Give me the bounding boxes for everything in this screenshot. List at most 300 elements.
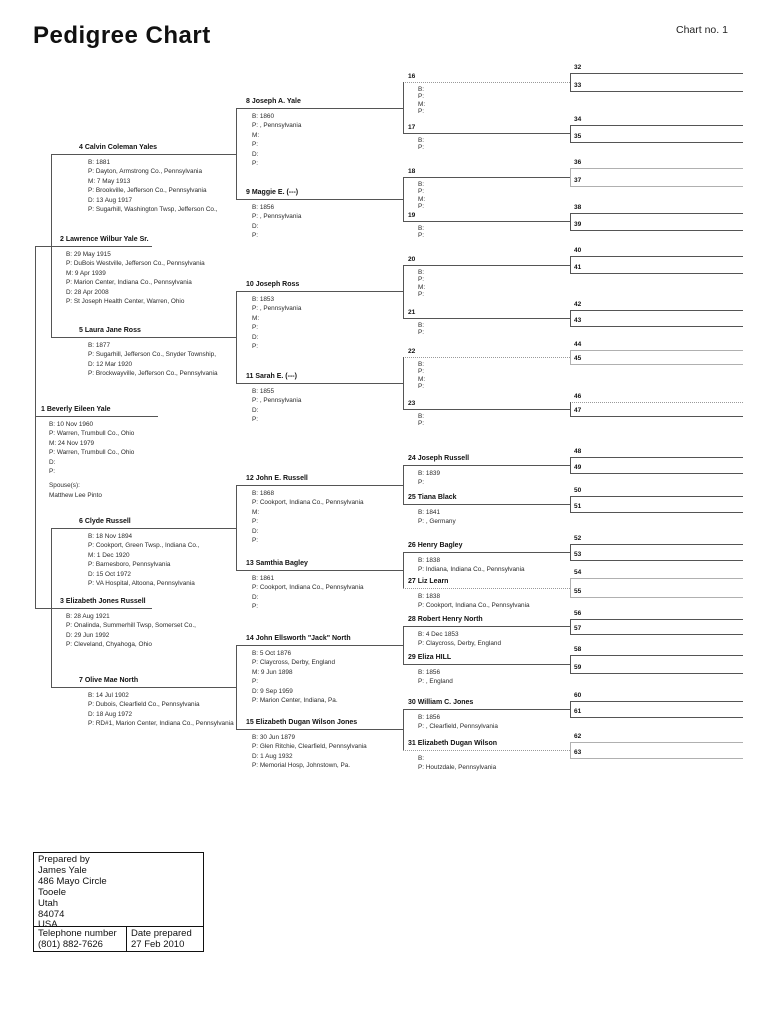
person-detail-line: P: Cookport, Indiana Co., Pennsylvania bbox=[252, 499, 364, 507]
prepared-by-country: USA bbox=[38, 919, 58, 931]
prepared-by-box bbox=[33, 852, 204, 952]
prepared-by-zip: 84074 bbox=[38, 908, 65, 920]
bracket-24-25 bbox=[403, 465, 404, 504]
person-details-25 bbox=[418, 508, 456, 527]
person-name-26: 26 Henry Bagley bbox=[408, 542, 463, 549]
person-line-5 bbox=[51, 337, 236, 338]
person-line-15 bbox=[236, 729, 403, 730]
person-detail-line: D: bbox=[252, 406, 259, 414]
person-detail-line: P: bbox=[252, 603, 259, 611]
person-detail-line: P: bbox=[418, 108, 425, 116]
person-name-4: 4 Calvin Coleman Yales bbox=[79, 144, 158, 151]
person-detail-line: M: 9 Apr 1939 bbox=[66, 269, 106, 277]
ancestor-slot-line-41 bbox=[570, 273, 743, 274]
person-number-22: 22 bbox=[408, 348, 416, 355]
person-line-14 bbox=[236, 645, 403, 646]
ancestor-slot-number-61: 61 bbox=[574, 708, 582, 715]
person-detail-line: D: 12 Mar 1920 bbox=[88, 360, 133, 368]
ancestor-slot-line-53 bbox=[570, 560, 743, 561]
person-detail-line: B: bbox=[418, 412, 425, 420]
person-line-10 bbox=[236, 291, 403, 292]
ancestor-slot-number-41: 41 bbox=[574, 264, 582, 271]
ancestor-slot-line-45 bbox=[570, 364, 743, 365]
person-line-12 bbox=[236, 485, 403, 486]
ancestor-slot-number-44: 44 bbox=[574, 341, 582, 348]
person-detail-line: P: , Clearfield, Pennsylvania bbox=[418, 723, 498, 731]
person-details-3 bbox=[66, 612, 196, 650]
person-details-31 bbox=[418, 754, 496, 773]
person-details-10 bbox=[252, 295, 301, 353]
person-number-21: 21 bbox=[408, 309, 416, 316]
ancestor-slot-number-50: 50 bbox=[574, 487, 582, 494]
person-name-2: 2 Lawrence Wilbur Yale Sr. bbox=[60, 236, 149, 243]
person-name-30: 30 William C. Jones bbox=[408, 699, 474, 706]
ancestor-slot-number-47: 47 bbox=[574, 407, 582, 414]
person-details-24 bbox=[418, 469, 440, 488]
bracket-44-45 bbox=[570, 350, 571, 364]
person-detail-line: D: 15 Oct 1972 bbox=[88, 570, 131, 578]
person-detail-line: P: bbox=[252, 537, 259, 545]
bracket-30-31 bbox=[403, 709, 404, 750]
ancestor-slot-number-59: 59 bbox=[574, 664, 582, 671]
person-detail-line: M: bbox=[418, 195, 426, 203]
person-detail-line: B: bbox=[418, 321, 425, 329]
person-detail-line: B: 1853 bbox=[252, 295, 275, 303]
person-details-12 bbox=[252, 489, 364, 547]
bracket-46-47 bbox=[570, 402, 571, 416]
ancestor-slot-line-55 bbox=[570, 597, 743, 598]
person-line-4 bbox=[51, 154, 236, 155]
person-detail-line: B: 1856 bbox=[252, 203, 275, 211]
person-details-1 bbox=[49, 420, 134, 478]
person-details-21 bbox=[418, 322, 424, 337]
bracket-38-39 bbox=[570, 213, 571, 230]
person-detail-line: M: bbox=[418, 283, 426, 291]
ancestor-slot-line-46 bbox=[570, 402, 743, 403]
ancestor-slot-number-45: 45 bbox=[574, 355, 582, 362]
bracket-56-57 bbox=[570, 619, 571, 634]
ancestor-slot-line-50 bbox=[570, 496, 743, 497]
person-detail-line: P: bbox=[418, 368, 425, 376]
person-detail-line: P: Memorial Hosp, Johnstown, Pa. bbox=[252, 762, 351, 770]
person-detail-line: P: bbox=[418, 291, 425, 299]
ancestor-slot-line-49 bbox=[570, 473, 743, 474]
person-detail-line: B: 28 Aug 1921 bbox=[66, 612, 110, 620]
person-details-20 bbox=[418, 269, 425, 299]
person-name-14: 14 John Ellsworth "Jack" North bbox=[246, 635, 351, 642]
person-details-18 bbox=[418, 181, 425, 211]
person-detail-line: P: Brockwayville, Jefferson Co., Pennsylvania bbox=[88, 370, 218, 378]
person-detail-line: P: Barnesboro, Pennsylvania bbox=[88, 561, 171, 569]
person-detail-line: B: 1839 bbox=[418, 469, 441, 477]
prepared-by-street: 486 Mayo Circle bbox=[38, 875, 107, 887]
person-detail-line: B: 1881 bbox=[88, 158, 111, 166]
bracket-10-11 bbox=[236, 291, 237, 383]
bracket-48-49 bbox=[570, 457, 571, 473]
ancestor-slot-number-42: 42 bbox=[574, 301, 582, 308]
ancestor-slot-line-61 bbox=[570, 717, 743, 718]
person-line-25 bbox=[403, 504, 570, 505]
person-line-6 bbox=[51, 528, 236, 529]
person-detail-line: D: bbox=[252, 222, 259, 230]
person-detail-line: B: 5 Oct 1876 bbox=[252, 649, 292, 657]
person-name-11: 11 Sarah E. (---) bbox=[246, 373, 297, 380]
person-detail-line: B: 1838 bbox=[418, 556, 441, 564]
person-detail-line: P: Marion Center, Indiana Co., Pennsylvania bbox=[66, 279, 192, 287]
bracket-18-19 bbox=[403, 177, 404, 221]
person-line-13 bbox=[236, 570, 403, 571]
person-line-18 bbox=[403, 177, 570, 178]
person-detail-line: P: , Pennsylvania bbox=[252, 213, 302, 221]
bracket-34-35 bbox=[570, 125, 571, 142]
prepared-by-label: Prepared by bbox=[38, 854, 90, 865]
person-detail-line: P: Warren, Trumbull Co., Ohio bbox=[49, 449, 135, 457]
ancestor-slot-number-54: 54 bbox=[574, 569, 582, 576]
person-details-28 bbox=[418, 630, 501, 649]
person-name-6: 6 Clyde Russell bbox=[79, 518, 131, 525]
bracket-54-55 bbox=[570, 578, 571, 597]
ancestor-slot-line-33 bbox=[570, 91, 743, 92]
person-detail-line: B: 1860 bbox=[252, 112, 275, 120]
person-line-2 bbox=[35, 246, 152, 247]
chart-number: Chart no. 1 bbox=[676, 24, 728, 36]
person-detail-line: M: 1 Dec 1920 bbox=[88, 551, 130, 559]
person-details-6 bbox=[88, 532, 199, 590]
bracket-6-7 bbox=[51, 528, 52, 687]
person-line-3 bbox=[35, 608, 152, 609]
person-detail-line: D: bbox=[252, 150, 259, 158]
person-name-15: 15 Elizabeth Dugan Wilson Jones bbox=[246, 719, 358, 726]
ancestor-slot-number-55: 55 bbox=[574, 588, 582, 595]
ancestor-slot-number-32: 32 bbox=[574, 64, 582, 71]
ancestor-slot-line-42 bbox=[570, 310, 743, 311]
date-prepared-cell bbox=[127, 927, 203, 951]
person-detail-line: P: bbox=[252, 416, 259, 424]
bracket-40-41 bbox=[570, 256, 571, 273]
person-details-29 bbox=[418, 668, 453, 687]
ancestor-slot-line-34 bbox=[570, 125, 743, 126]
person-number-17: 17 bbox=[408, 124, 416, 131]
person-detail-line: P: Claycross, Derby, England bbox=[418, 640, 501, 648]
person-line-27 bbox=[403, 588, 570, 589]
person-detail-line: P: bbox=[252, 343, 259, 351]
ancestor-slot-number-40: 40 bbox=[574, 247, 582, 254]
ancestor-slot-number-60: 60 bbox=[574, 692, 582, 699]
person-name-25: 25 Tiana Black bbox=[408, 494, 457, 501]
person-detail-line: P: , Pennsylvania bbox=[252, 397, 302, 405]
page-title: Pedigree Chart bbox=[33, 22, 211, 49]
bracket-16-17 bbox=[403, 82, 404, 133]
bracket-52-53 bbox=[570, 544, 571, 560]
person-detail-line: P: Cookport, Indiana Co., Pennsylvania bbox=[252, 584, 364, 592]
person-detail-line: P: , Pennsylvania bbox=[252, 305, 302, 313]
person-detail-line: B: bbox=[418, 268, 425, 276]
ancestor-slot-number-43: 43 bbox=[574, 317, 582, 324]
bracket-12-13 bbox=[236, 485, 237, 570]
ancestor-slot-number-48: 48 bbox=[574, 448, 582, 455]
person-name-28: 28 Robert Henry North bbox=[408, 616, 483, 623]
person-detail-line: P: bbox=[252, 678, 259, 686]
person-detail-line: P: bbox=[252, 160, 259, 168]
person-detail-line: B: 1856 bbox=[418, 668, 441, 676]
person-line-21 bbox=[403, 318, 570, 319]
ancestor-slot-line-40 bbox=[570, 256, 743, 257]
person-detail-line: B: bbox=[418, 754, 425, 762]
person-detail-line: P: Cookport, Indiana Co., Pennsylvania bbox=[418, 602, 530, 610]
person-detail-line: B: 1838 bbox=[418, 592, 441, 600]
person-detail-line: B: 1861 bbox=[252, 574, 275, 582]
ancestor-slot-number-36: 36 bbox=[574, 159, 582, 166]
person-detail-line: M: bbox=[418, 100, 426, 108]
person-detail-line: D: 13 Aug 1917 bbox=[88, 196, 133, 204]
ancestor-slot-number-51: 51 bbox=[574, 503, 582, 510]
ancestor-slot-number-58: 58 bbox=[574, 646, 582, 653]
person-details-2 bbox=[66, 250, 205, 308]
bracket-32-33 bbox=[570, 73, 571, 91]
ancestor-slot-line-56 bbox=[570, 619, 743, 620]
ancestor-slot-line-58 bbox=[570, 655, 743, 656]
person-number-16: 16 bbox=[408, 73, 416, 80]
person-detail-line: M: bbox=[418, 375, 426, 383]
ancestor-slot-number-63: 63 bbox=[574, 749, 582, 756]
ancestor-slot-line-32 bbox=[570, 73, 743, 74]
person-detail-line: P: bbox=[49, 468, 56, 476]
person-line-1 bbox=[35, 416, 158, 417]
person-line-26 bbox=[403, 552, 570, 553]
person-name-9: 9 Maggie E. (---) bbox=[246, 189, 299, 196]
person-line-24 bbox=[403, 465, 570, 466]
person-details-23 bbox=[418, 413, 424, 428]
person-detail-line: D: bbox=[252, 593, 259, 601]
person-detail-line: M: 7 May 1913 bbox=[88, 177, 131, 185]
ancestor-slot-line-38 bbox=[570, 213, 743, 214]
person-details-8 bbox=[252, 112, 301, 170]
person-line-29 bbox=[403, 664, 570, 665]
person-line-22 bbox=[403, 357, 570, 358]
person-detail-line: P: bbox=[418, 203, 425, 211]
person-details-15 bbox=[252, 733, 367, 771]
person-detail-line: B: 14 Jul 1902 bbox=[88, 691, 129, 699]
person-name-1: 1 Beverly Eileen Yale bbox=[41, 406, 111, 413]
date-prepared-value: 27 Feb 2010 bbox=[131, 939, 185, 950]
person-detail-line: B: 1856 bbox=[418, 713, 441, 721]
ancestor-slot-number-37: 37 bbox=[574, 177, 582, 184]
person-detail-line: P: Marion Center, Indiana, Pa. bbox=[252, 697, 338, 705]
person-detail-line: P: Dubois, Clearfield Co., Pennsylvania bbox=[88, 701, 200, 709]
person-detail-line: B: 1868 bbox=[252, 489, 275, 497]
person-detail-line: P: bbox=[418, 232, 425, 240]
telephone-label: Telephone number bbox=[38, 928, 117, 939]
person-detail-line: P: Brookville, Jefferson Co., Pennsylvania bbox=[88, 187, 207, 195]
bracket-26-27 bbox=[403, 552, 404, 588]
person-detail-line: P: bbox=[418, 329, 425, 337]
bracket-2-3 bbox=[35, 246, 36, 608]
ancestor-slot-line-35 bbox=[570, 142, 743, 143]
person-detail-line: B: bbox=[418, 360, 425, 368]
ancestor-slot-number-53: 53 bbox=[574, 551, 582, 558]
person-detail-line: D: 29 Jun 1992 bbox=[66, 631, 110, 639]
person-detail-line: B: bbox=[418, 224, 425, 232]
person-details-9 bbox=[252, 203, 301, 241]
person-details-30 bbox=[418, 713, 498, 732]
ancestor-slot-number-57: 57 bbox=[574, 625, 582, 632]
ancestor-slot-line-54 bbox=[570, 578, 743, 579]
person-detail-line: P: Claycross, Derby, England bbox=[252, 659, 335, 667]
person-name-27: 27 Liz Learn bbox=[408, 578, 449, 585]
person-details-16 bbox=[418, 86, 425, 116]
bracket-14-15 bbox=[236, 645, 237, 729]
person-number-19: 19 bbox=[408, 212, 416, 219]
ancestor-slot-number-56: 56 bbox=[574, 610, 582, 617]
person-name-24: 24 Joseph Russell bbox=[408, 455, 470, 462]
prepared-by-address bbox=[34, 853, 203, 931]
ancestor-slot-number-33: 33 bbox=[574, 82, 582, 89]
person-details-7 bbox=[88, 691, 234, 729]
person-detail-line: M: 24 Nov 1979 bbox=[49, 439, 95, 447]
ancestor-slot-line-51 bbox=[570, 512, 743, 513]
ancestor-slot-number-35: 35 bbox=[574, 133, 582, 140]
person-detail-line: B: 10 Nov 1960 bbox=[49, 420, 94, 428]
bracket-36-37 bbox=[570, 168, 571, 186]
ancestor-slot-line-37 bbox=[570, 186, 743, 187]
person-detail-line: P: Sugarhill, Washington Twsp, Jefferson Co., bbox=[88, 206, 218, 214]
person-detail-line: P: RD#1, Marion Center, Indiana Co., Pennsylvania bbox=[88, 720, 234, 728]
person-name-10: 10 Joseph Ross bbox=[246, 281, 300, 288]
person-detail-line: M: bbox=[252, 131, 260, 139]
person-detail-line: P: Indiana, Indiana Co., Pennsylvania bbox=[418, 566, 525, 574]
person-detail-line: M: bbox=[252, 314, 260, 322]
person-detail-line: B: 30 Jun 1879 bbox=[252, 733, 295, 741]
person-detail-line: M: 9 Jun 1898 bbox=[252, 668, 293, 676]
person-detail-line: P: Houtzdale, Pennsylvania bbox=[418, 764, 497, 772]
person-line-30 bbox=[403, 709, 570, 710]
person-number-23: 23 bbox=[408, 400, 416, 407]
bracket-58-59 bbox=[570, 655, 571, 673]
prepared-by-city: Tooele bbox=[38, 886, 66, 898]
person-detail-line: P: VA Hospital, Altoona, Pennsylvania bbox=[88, 580, 195, 588]
person-details-19 bbox=[418, 225, 424, 240]
bracket-28-29 bbox=[403, 626, 404, 664]
person-detail-line: B: bbox=[418, 136, 425, 144]
bracket-22-23 bbox=[403, 357, 404, 409]
person-details-14 bbox=[252, 649, 338, 707]
person-name-5: 5 Laura Jane Ross bbox=[79, 327, 141, 334]
person-detail-line: P: bbox=[418, 144, 425, 152]
person-detail-line: P: Cookport, Green Twsp., Indiana Co., bbox=[88, 542, 200, 550]
prepared-by-footer bbox=[34, 926, 203, 951]
person-detail-line: P: DuBois Westville, Jefferson Co., Pennsylvania bbox=[66, 260, 205, 268]
person-name-7: 7 Olive Mae North bbox=[79, 677, 139, 684]
ancestor-slot-line-43 bbox=[570, 326, 743, 327]
ancestor-slot-number-46: 46 bbox=[574, 393, 582, 400]
person-detail-line: P: bbox=[418, 276, 425, 284]
ancestor-slot-number-38: 38 bbox=[574, 204, 582, 211]
person-detail-line: P: , England bbox=[418, 678, 453, 686]
person-line-31 bbox=[403, 750, 570, 751]
bracket-8-9 bbox=[236, 108, 237, 199]
person-detail-line: P: bbox=[418, 383, 425, 391]
person-detail-line: B: 1877 bbox=[88, 341, 111, 349]
ancestor-slot-line-59 bbox=[570, 673, 743, 674]
bracket-42-43 bbox=[570, 310, 571, 326]
ancestor-slot-line-62 bbox=[570, 742, 743, 743]
person-details-5 bbox=[88, 341, 218, 379]
person-details-4 bbox=[88, 158, 218, 216]
person-detail-line: P: , Germany bbox=[418, 518, 456, 526]
spouse-name: Matthew Lee Pinto bbox=[49, 491, 102, 499]
person-detail-line: D: 28 Apr 2008 bbox=[66, 288, 109, 296]
person-detail-line: B: 4 Dec 1853 bbox=[418, 630, 459, 638]
person-detail-line: P: Cleveland, Chyahoga, Ohio bbox=[66, 641, 152, 649]
ancestor-slot-line-63 bbox=[570, 758, 743, 759]
ancestor-slot-line-36 bbox=[570, 168, 743, 169]
person-line-9 bbox=[236, 199, 403, 200]
person-details-13 bbox=[252, 574, 364, 612]
prepared-by-name: James Yale bbox=[38, 864, 87, 876]
person-detail-line: P: bbox=[418, 93, 425, 101]
person-detail-line: B: 1855 bbox=[252, 387, 275, 395]
ancestor-slot-number-39: 39 bbox=[574, 221, 582, 228]
person-detail-line: P: bbox=[418, 479, 425, 487]
ancestor-slot-line-57 bbox=[570, 634, 743, 635]
bracket-4-5 bbox=[51, 154, 52, 337]
person-details-11 bbox=[252, 387, 301, 425]
ancestor-slot-number-52: 52 bbox=[574, 535, 582, 542]
person-detail-line: D: 1 Aug 1932 bbox=[252, 752, 293, 760]
person-line-11 bbox=[236, 383, 403, 384]
person-name-13: 13 Samthia Bagley bbox=[246, 560, 308, 567]
person-line-7 bbox=[51, 687, 236, 688]
person-details-27 bbox=[418, 592, 530, 611]
person-detail-line: D: 9 Sep 1959 bbox=[252, 687, 293, 695]
person-line-19 bbox=[403, 221, 570, 222]
person-details-22 bbox=[418, 361, 425, 391]
person-detail-line: P: bbox=[418, 188, 425, 196]
prepared-by-state: Utah bbox=[38, 897, 59, 909]
person-details-26 bbox=[418, 556, 525, 575]
person-name-12: 12 John E. Russell bbox=[246, 475, 308, 482]
spouse-label: Spouse(s): bbox=[49, 482, 80, 490]
person-name-29: 29 Eliza HILL bbox=[408, 654, 452, 661]
person-detail-line: D: bbox=[49, 458, 56, 466]
person-detail-line: P: Dayton, Armstrong Co., Pennsylvania bbox=[88, 168, 203, 176]
spouse-block bbox=[49, 481, 102, 500]
person-line-8 bbox=[236, 108, 403, 109]
person-detail-line: P: bbox=[252, 518, 259, 526]
person-detail-line: P: Warren, Trumbull Co., Ohio bbox=[49, 430, 135, 438]
person-detail-line: D: bbox=[252, 527, 259, 535]
ancestor-slot-line-47 bbox=[570, 416, 743, 417]
person-detail-line: P: St Joseph Health Center, Warren, Ohio bbox=[66, 298, 185, 306]
person-name-31: 31 Elizabeth Dugan Wilson bbox=[408, 740, 498, 747]
person-detail-line: P: bbox=[418, 420, 425, 428]
person-line-23 bbox=[403, 409, 570, 410]
person-detail-line: P: Onalinda, Summerhill Twsp, Somerset Co., bbox=[66, 622, 196, 630]
person-details-17 bbox=[418, 137, 424, 152]
person-detail-line: B: 1841 bbox=[418, 508, 441, 516]
person-line-20 bbox=[403, 265, 570, 266]
person-detail-line: P: Sugarhill, Jefferson Co., Snyder Township, bbox=[88, 351, 216, 359]
person-detail-line: P: bbox=[252, 141, 259, 149]
person-detail-line: P: bbox=[252, 232, 259, 240]
telephone-value: (801) 882-7626 bbox=[38, 939, 103, 950]
person-line-16 bbox=[403, 82, 570, 83]
ancestor-slot-line-48 bbox=[570, 457, 743, 458]
person-detail-line: B: 18 Nov 1894 bbox=[88, 532, 133, 540]
person-detail-line: B: bbox=[418, 85, 425, 93]
telephone-cell bbox=[34, 927, 127, 951]
bracket-60-61 bbox=[570, 701, 571, 717]
